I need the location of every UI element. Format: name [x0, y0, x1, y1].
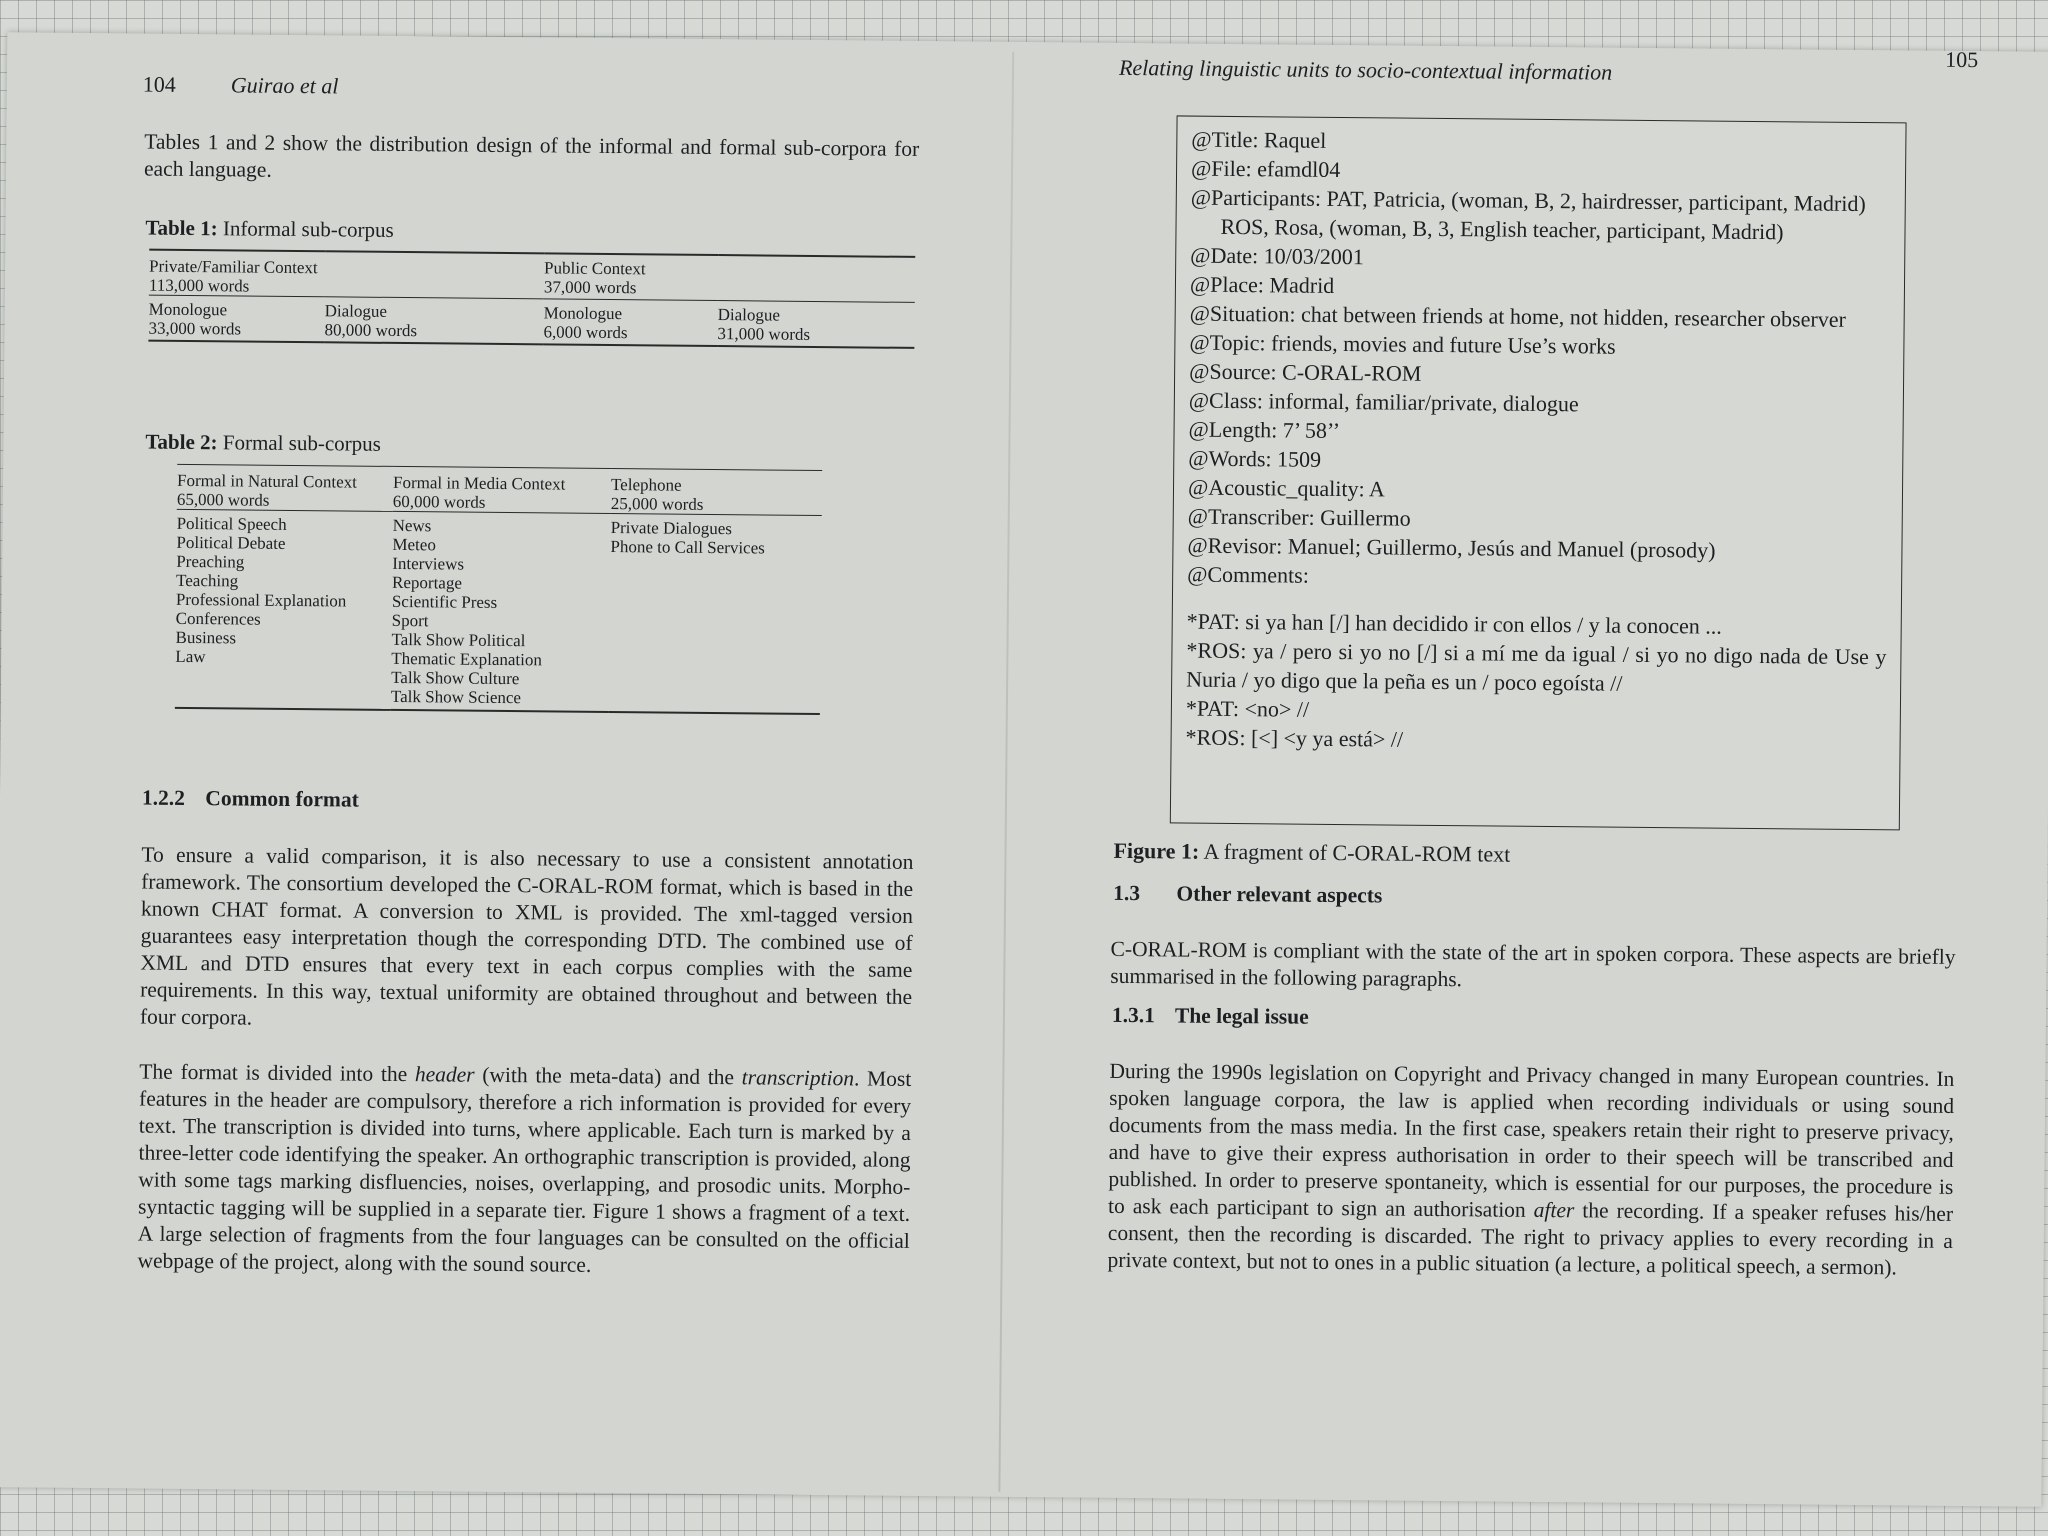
fig-title-line: @Title: Raquel [1191, 126, 1327, 153]
section-number: 1.2.2 [141, 785, 186, 810]
fig-turn-4: *ROS: [<] <y ya está> // [1185, 724, 1404, 752]
table2-header-media: Formal in Media Context 60,000 words [393, 466, 611, 513]
fig-comments-line: @Comments: [1187, 561, 1310, 588]
fig-turn-3: *PAT: <no> // [1185, 695, 1310, 722]
section-title: The legal issue [1174, 1003, 1309, 1029]
figure1-caption [1113, 838, 1510, 868]
table1-cell: Monologue 6,000 words [543, 303, 628, 343]
fig-participants-line-2: ROS, Rosa, (woman, B, 3, English teacher, participant, Madrid) [1220, 213, 1784, 245]
fig-revisor-line: @Revisor: Manuel; Guillermo, Jesús and Manuel (prosody) [1187, 532, 1716, 563]
table1-informal-subcorpus [148, 249, 915, 349]
fig-words-line: @Words: 1509 [1188, 445, 1322, 472]
open-book-spread [0, 32, 2048, 1507]
fig-participants-line: @Participants: PAT, Patricia, (woman, B, 2, hairdresser, participant, Madrid) [1190, 184, 1866, 217]
table2-col-media: News Meteo Interviews Reportage Scientific Press Sport Talk Show Political Thematic Explanation Talk Show Culture Talk Show Science [390, 515, 543, 708]
left-running-head [143, 72, 339, 100]
table1-header-private: Private/Familiar Context 113,000 words [148, 256, 318, 296]
table2-formal-subcorpus [175, 464, 822, 715]
table2-caption-text: Formal sub-corpus [222, 430, 382, 456]
common-format-paragraph-1: To ensure a valid comparison, it is also necessary to use a consistent annotation framework. The consortium developed the C-ORAL-ROM format, which is based in the known CHAT format. A conversion to XML is provided. The xml-tagged version guarantees easy interpretation though the corresponding DTD. The combined use of XML and DTD ensures that every text in each corpus complies with the same requirements. In this way, textual uniformity are obtained throughout and between the four corpora. [139, 842, 914, 1030]
table2-col-natural: Political Speech Political Debate Preaching Teaching Professional Explanation Conferences Business Law [175, 513, 347, 667]
fig-class-line: @Class: informal, familiar/private, dialogue [1188, 387, 1579, 417]
fig-date-line: @Date: 10/03/2001 [1190, 242, 1365, 270]
section-number: 1.3 [1113, 880, 1141, 906]
left-running-head-title: Guirao et al [230, 72, 339, 99]
table2-caption [145, 430, 381, 457]
section-1-3-heading [1113, 881, 1382, 909]
header-emphasis: header [414, 1062, 475, 1087]
table1-cell: Dialogue 80,000 words [324, 301, 418, 341]
fig-topic-line: @Topic: friends, movies and future Use’s works [1189, 329, 1616, 359]
legal-issue-paragraph: During the 1990s legislation on Copyright and Privacy changed in many European countries. In spoken language corpora, the law is applied when recording individuals or using sound documents from the mass media. In the first case, speakers retain their right to preserve privacy, and have to give their express authorisation in order to their speech will be transcribed and published. In order to preserve spontaneity, which is essential for our purposes, the procedure is to ask each participant to sign an authorisation after the recording. If a speaker refuses his/her consent, then the recording is discarded. The right to privacy applies to every recording in a private context, but not to ones in a public situation (a lecture, a political speech, a sermon). [1107, 1058, 1955, 1280]
left-page-number: 104 [142, 71, 176, 97]
table1-caption [145, 216, 394, 243]
book-spine [998, 52, 1014, 1492]
common-format-paragraph-2: The format is divided into the header (with the meta-data) and the transcription. Most features in the header are compulsory, therefore a rich information is provided for every text. The transcription is divided into turns, where applicable. Each turn is marked by a three-letter code identifying the speaker. An orthographic transcription is provided, along with some tags marking disfluencies, noises, overlapping, and prosodic units. Morpho-syntactic tagging will be supplied in a separate tier. Figure 1 shows a fragment of a text. A large selection of fragments from the four languages can be consulted on the official webpage of the project, along with the sound source. [137, 1059, 912, 1277]
fig-situation-line: @Situation: chat between friends at home, not hidden, researcher observer [1189, 300, 1846, 332]
table1-caption-text: Informal sub-corpus [222, 216, 394, 242]
table1-cell: Monologue 33,000 words [148, 299, 242, 339]
right-page-number: 105 [1945, 46, 1979, 73]
fig-acoustic-line: @Acoustic_quality: A [1187, 474, 1386, 502]
fig-turn-2: *ROS: ya / pero si yo no [/] si a mí me da igual / si yo no digo nada de Use y Nuria / yo digo que la peña es un / poco egoísta // [1186, 637, 1887, 696]
table2-caption-label: Table 2: [145, 429, 218, 455]
section-title: Common format [205, 786, 359, 812]
other-aspects-paragraph: C-ORAL-ROM is compliant with the state of the art in spoken corpora. These aspects are briefly summarised in the following paragraphs. [1110, 936, 1956, 992]
section-number: 1.3.1 [1111, 1002, 1156, 1028]
section-1-2-2-heading [142, 786, 359, 813]
after-emphasis: after [1533, 1197, 1575, 1223]
figure1-header-box [1170, 115, 1907, 830]
fig-length-line: @Length: 7’ 58’’ [1188, 416, 1341, 444]
figure1-caption-text: A fragment of C-ORAL-ROM text [1203, 838, 1511, 867]
table2-header-natural: Formal in Natural Context 65,000 words [177, 464, 393, 511]
fig-source-line: @Source: C-ORAL-ROM [1189, 358, 1422, 386]
table2-header-telephone: Telephone 25,000 words [611, 469, 822, 516]
section-title: Other relevant aspects [1176, 881, 1383, 908]
table1-header-public: Public Context 37,000 words [543, 258, 646, 298]
table2-col-telephone: Private Dialogues Phone to Call Services [610, 518, 765, 558]
fig-file-line: @File: efamdl04 [1190, 155, 1341, 183]
fig-transcriber-line: @Transcriber: Guillermo [1187, 503, 1411, 531]
fig-turn-1: *PAT: si ya han [/] han decidido ir con ellos / y la conocen ... [1186, 608, 1722, 639]
table1-caption-label: Table 1: [145, 215, 218, 241]
section-1-3-1-heading [1112, 1003, 1309, 1030]
right-running-head: Relating linguistic units to socio-contextual information [1118, 54, 1613, 85]
table1-cell: Dialogue 31,000 words [717, 305, 811, 344]
figure1-caption-label: Figure 1: [1113, 837, 1200, 864]
fig-place-line: @Place: Madrid [1189, 271, 1335, 298]
transcription-emphasis: transcription [741, 1065, 855, 1091]
intro-paragraph: Tables 1 and 2 show the distribution design of the informal and formal sub-corpora for each language. [143, 129, 920, 182]
